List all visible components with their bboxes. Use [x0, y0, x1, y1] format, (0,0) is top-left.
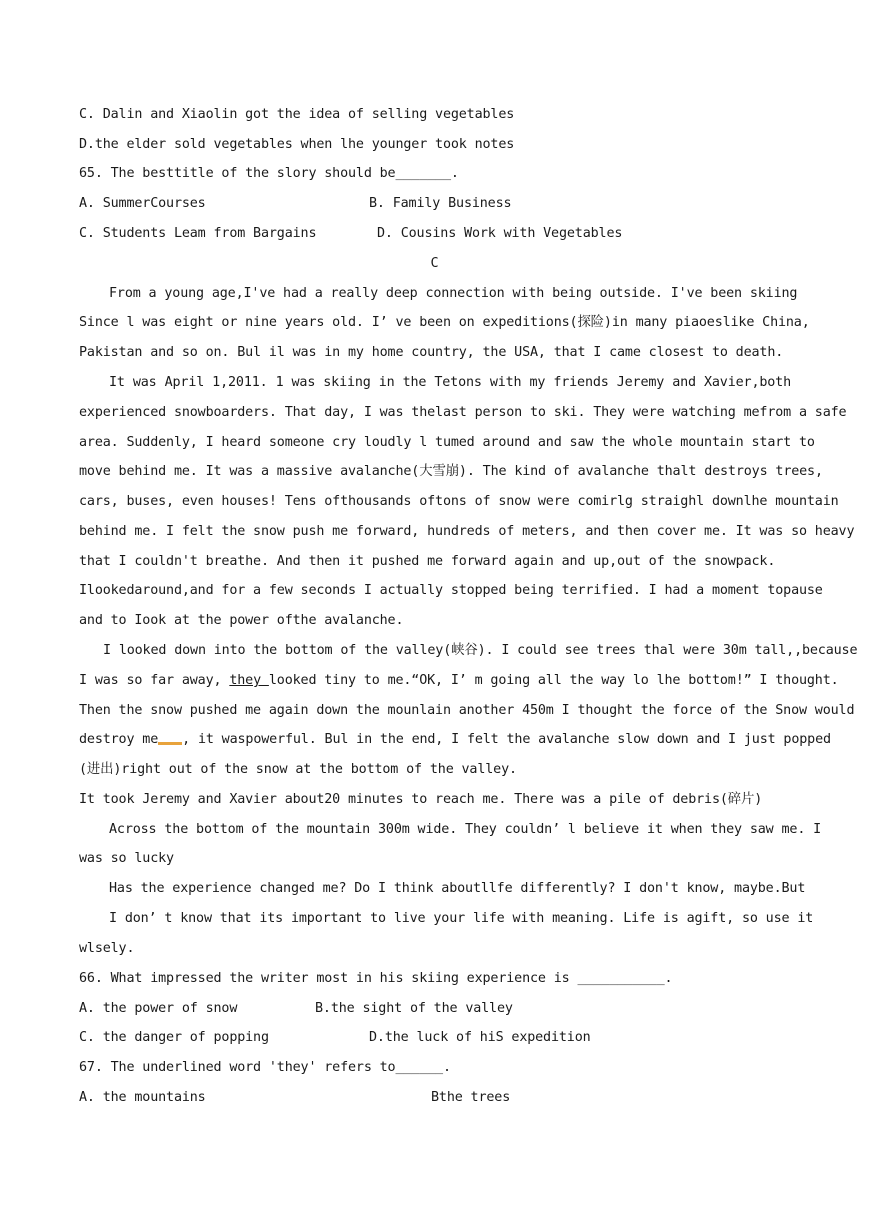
- q65-options-row1: [79, 195, 791, 213]
- q66-option-a: A. the power of snow: [79, 1001, 238, 1016]
- passage-text: , it waspowerful. Bul in the end, I felt the avalanche slow down and I just popped: [182, 732, 831, 747]
- q66-options-row2: [79, 1029, 791, 1047]
- passage-line: was so lucky: [79, 851, 174, 866]
- passage-line: that I couldn't breathe. And then it pushed me forward again and up,out of the snowpack.: [79, 554, 776, 569]
- q64-option-d: D.the elder sold vegetables when lhe younger took notes: [79, 137, 515, 152]
- passage-line: It was April 1,2011. 1 was skiing in the Tetons with my friends Jeremy and Xavier,both: [109, 375, 791, 390]
- passage-line: Ilookedaround,and for a few seconds I actually stopped being terrified. I had a moment topause: [79, 583, 823, 598]
- passage-line: behind me. I felt the snow push me forward, hundreds of meters, and then cover me. It was so heavy: [79, 524, 855, 539]
- underlined-word-they: they: [229, 673, 269, 688]
- passage-line: Pakistan and so on. Bul il was in my home country, the USA, that I came closest to death.: [79, 345, 784, 360]
- passage-line: and to Iook at the power ofthe avalanche.: [79, 613, 404, 628]
- passage-line: area. Suddenly, I heard someone cry loudly l tumed around and saw the whole mountain start to: [79, 435, 815, 450]
- passage-line-with-mark: [79, 731, 831, 749]
- passage-line: Then the snow pushed me again down the mounlain another 450m I thought the force of the Snow would: [79, 703, 855, 718]
- q66-option-b: B.the sight of the valley: [315, 1001, 513, 1016]
- passage-line: experienced snowboarders. That day, I was thelast person to ski. They were watching mefrom a safe: [79, 405, 847, 420]
- highlight-mark: [158, 742, 182, 745]
- q66-stem: 66. What impressed the writer most in his skiing experience is ___________.: [79, 971, 673, 986]
- passage-line: I don’ t know that its important to live your life with meaning. Life is agift, so use it: [109, 911, 814, 926]
- q65-options-row2: [79, 225, 791, 243]
- passage-line: cars, buses, even houses! Tens ofthousands oftons of snow were comirlg straighl downlhe mountain: [79, 494, 839, 509]
- q66-option-d: D.the luck of hiS expedition: [369, 1030, 591, 1045]
- passage-text: destroy me: [79, 732, 159, 747]
- q67-option-b: Bthe trees: [431, 1090, 511, 1105]
- passage-line: It took Jeremy and Xavier about20 minutes to reach me. There was a pile of debris(碎片): [79, 792, 763, 807]
- passage-text: I was so far away,: [79, 673, 230, 688]
- passage-line: move behind me. It was a massive avalanche(大雪崩). The kind of avalanche thalt destroys trees,: [79, 464, 823, 479]
- q64-option-c: C. Dalin and Xiaolin got the idea of selling vegetables: [79, 107, 515, 122]
- q66-options-row1: [79, 1000, 791, 1018]
- passage-line: Has the experience changed me? Do I think aboutllfe differently? I don't know, maybe.But: [109, 881, 806, 896]
- passage-line: I looked down into the bottom of the valley(峡谷). I could see trees thal were 30m tall,,because: [103, 643, 858, 658]
- q66-option-c: C. the danger of popping: [79, 1030, 269, 1045]
- q65-option-a: A. SummerCourses: [79, 196, 206, 211]
- q65-option-d: D. Cousins Work with Vegetables: [377, 226, 623, 241]
- q67-option-a: A. the mountains: [79, 1090, 206, 1105]
- passage-line-with-underline: [79, 672, 839, 690]
- q67-options-row1: [79, 1089, 791, 1107]
- passage-text: looked tiny to me.“OK, I’ m going all the way lo lhe bottom!” I thought.: [268, 673, 839, 688]
- section-label: C: [430, 256, 439, 271]
- passage-line: From a young age,I've had a really deep connection with being outside. I've been skiing: [109, 286, 798, 301]
- q65-stem: 65. The besttitle of the slory should be_______.: [79, 166, 459, 181]
- passage-line: (进出)right out of the snow at the bottom of the valley.: [79, 762, 517, 777]
- passage-line: Since l was eight or nine years old. I’ ve been on expeditions(探险)in many piaoeslike China,: [79, 315, 810, 330]
- q67-stem: 67. The underlined word 'they' refers to______.: [79, 1060, 451, 1075]
- q65-option-b: B. Family Business: [369, 196, 512, 211]
- passage-line: Across the bottom of the mountain 300m wide. They couldn’ l believe it when they saw me. I: [109, 822, 822, 837]
- passage-line: wlsely.: [79, 941, 135, 956]
- q65-option-c: C. Students Leam from Bargains: [79, 226, 317, 241]
